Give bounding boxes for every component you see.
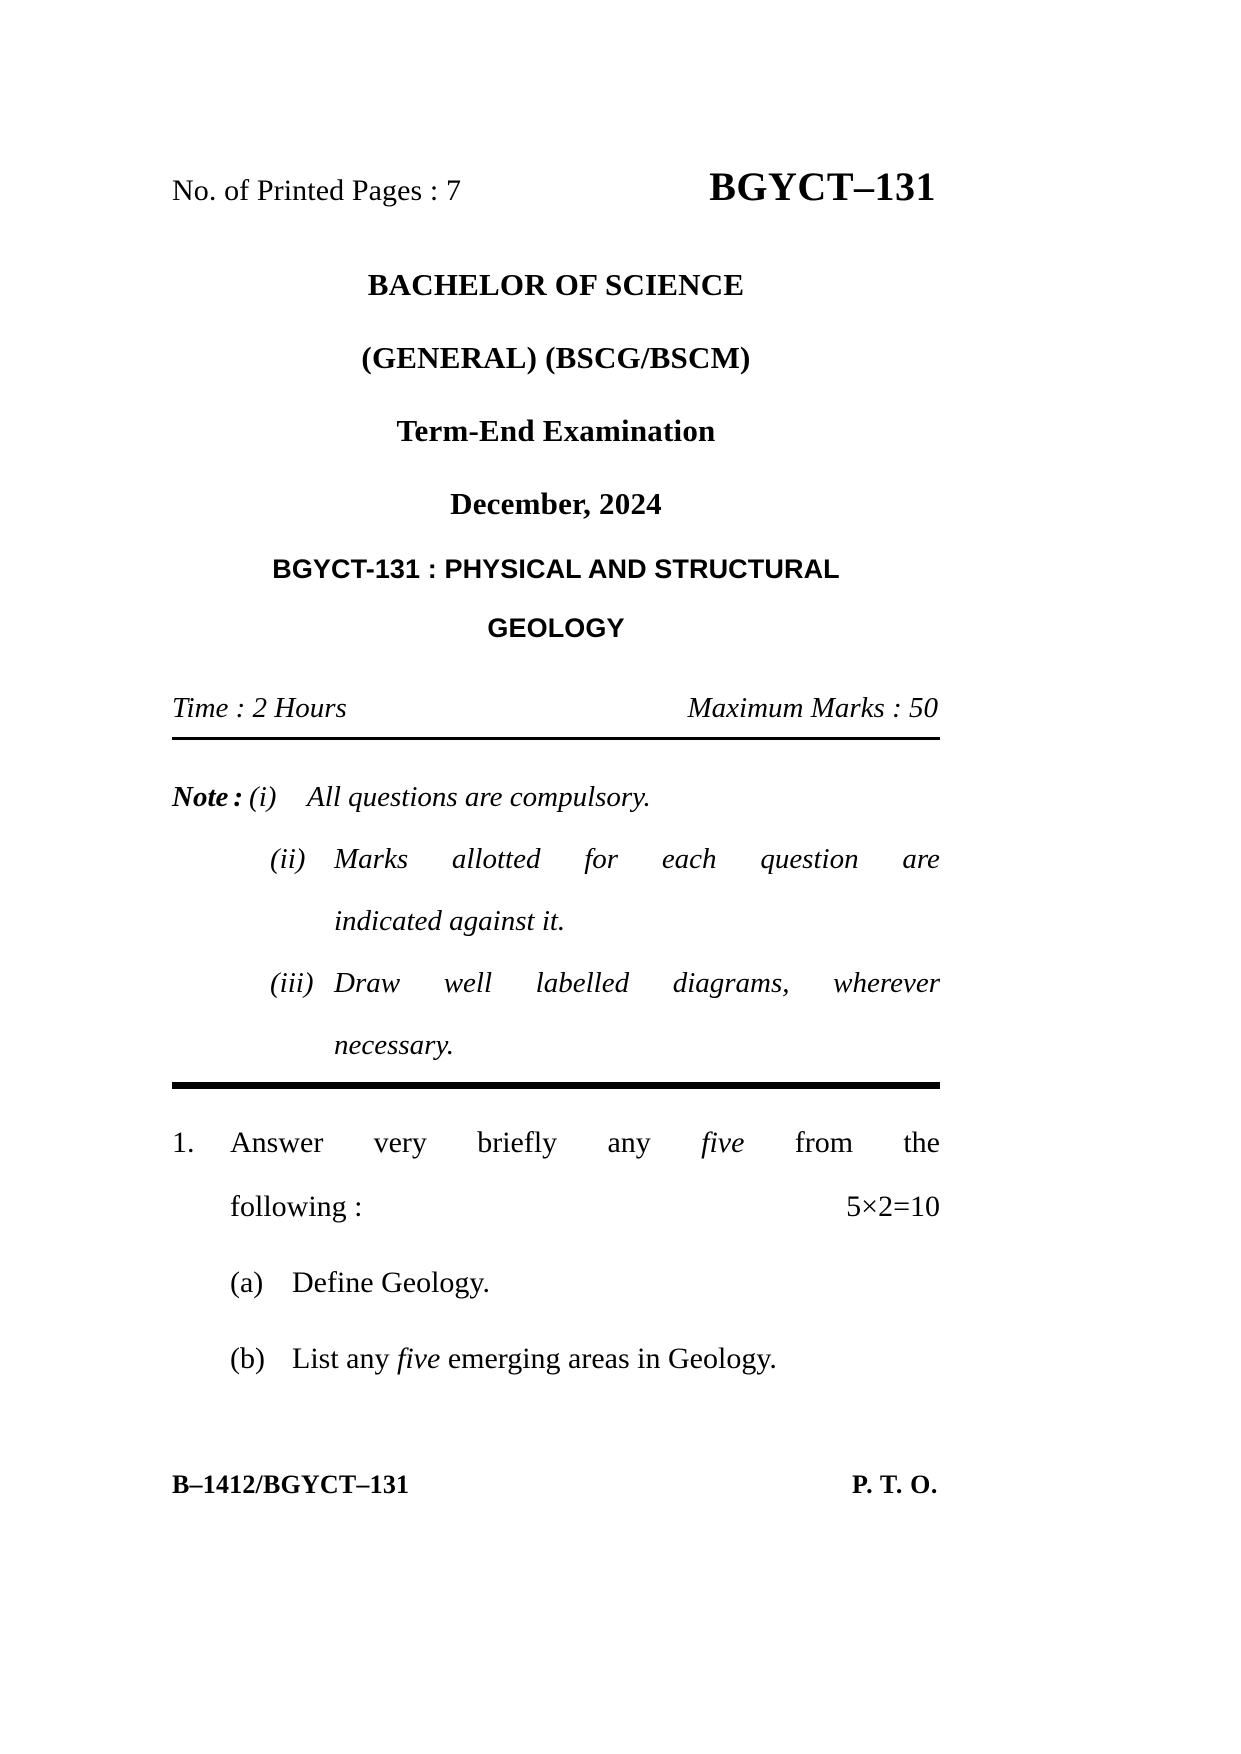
word: briefly: [477, 1126, 558, 1159]
word: indicated against it.: [334, 905, 566, 937]
degree-title-line-2: (GENERAL) (BSCG/BSCM): [361, 340, 751, 375]
word: necessary.: [334, 1029, 454, 1061]
question-1-row: [172, 1111, 940, 1239]
question-1-marks: 5×2=10: [846, 1190, 940, 1223]
subpart-b-label: (b): [230, 1342, 265, 1375]
question-1-body: [230, 1111, 940, 1239]
subject-title-line-1: BGYCT-131 : PHYSICAL AND STRUCTURAL: [272, 554, 840, 584]
note-text-iii-line-1: [334, 952, 940, 1014]
word: any: [607, 1126, 651, 1159]
question-1-number: 1.: [172, 1126, 195, 1159]
word: diagrams,: [672, 967, 790, 999]
word: allotted: [451, 843, 541, 875]
exam-meta-row: [172, 692, 940, 725]
word: for: [584, 843, 619, 875]
note-text-ii: [334, 828, 940, 952]
word-emphasis: five: [701, 1126, 745, 1159]
subject-title-line-2: GEOLOGY: [487, 613, 625, 643]
question-block-1: [172, 1111, 940, 1391]
word: Draw: [334, 967, 401, 999]
page-header: [172, 163, 940, 210]
note-item-ii: [270, 828, 940, 952]
subpart-a-text: Define Geology.: [292, 1266, 490, 1299]
exam-title-block: [172, 248, 940, 658]
word: wherever: [833, 967, 940, 999]
word: from: [794, 1126, 854, 1159]
note-text-ii-line-1: [334, 828, 940, 890]
note-text-iii-line-2: [334, 1014, 940, 1076]
subpart-b-text-emphasis: five: [397, 1342, 441, 1375]
exam-type-title: Term-End Examination: [396, 413, 716, 448]
note-item-i: [172, 766, 940, 828]
footer-pto-label: P. T. O.: [852, 1470, 938, 1499]
question-1-subpart-a: [230, 1251, 940, 1315]
question-1-subpart-b: [230, 1327, 940, 1391]
note-item-iii: [270, 952, 940, 1076]
word: Answer: [230, 1126, 324, 1159]
note-text-ii-line-2: [334, 890, 940, 952]
degree-title-line-1: BACHELOR OF SCIENCE: [367, 267, 745, 302]
page-footer: [172, 1470, 940, 1500]
exam-session-title: December, 2024: [450, 486, 662, 521]
word: well: [443, 967, 493, 999]
word: Marks: [334, 843, 409, 875]
printed-pages-label: No. of Printed Pages : 7: [172, 174, 462, 207]
subpart-b-text: [292, 1327, 940, 1391]
question-1-line-2: [230, 1175, 940, 1239]
note-label: Note: [172, 781, 229, 813]
word: are: [902, 843, 940, 875]
note-colon: :: [233, 781, 244, 813]
subpart-a-label: (a): [230, 1266, 264, 1299]
subpart-b-text-post: emerging areas in Geology.: [440, 1342, 777, 1375]
note-divider-double-rule: [172, 1082, 940, 1089]
word: each: [661, 843, 717, 875]
word: question: [760, 843, 859, 875]
word: labelled: [535, 967, 630, 999]
note-block: [172, 766, 940, 1076]
note-marker-ii: (ii): [270, 843, 306, 875]
note-text-i: All questions are compulsory.: [307, 781, 651, 813]
note-text-iii: [334, 952, 940, 1076]
word: very: [373, 1126, 427, 1159]
note-marker-i: (i): [249, 781, 277, 813]
page-content: [172, 0, 940, 1391]
footer-paper-code: B–1412/BGYCT–131: [172, 1470, 410, 1499]
maximum-marks: Maximum Marks : 50: [687, 692, 938, 724]
subpart-b-text-pre: List any: [292, 1342, 397, 1375]
time-allowed: Time : 2 Hours: [172, 692, 347, 724]
note-marker-iii: (iii): [270, 967, 314, 999]
course-code: BGYCT–131: [709, 164, 936, 209]
meta-divider-rule: [172, 737, 940, 740]
question-1-continuation: following :: [230, 1190, 363, 1223]
question-1-line-1: [230, 1111, 940, 1175]
word: the: [903, 1126, 940, 1159]
